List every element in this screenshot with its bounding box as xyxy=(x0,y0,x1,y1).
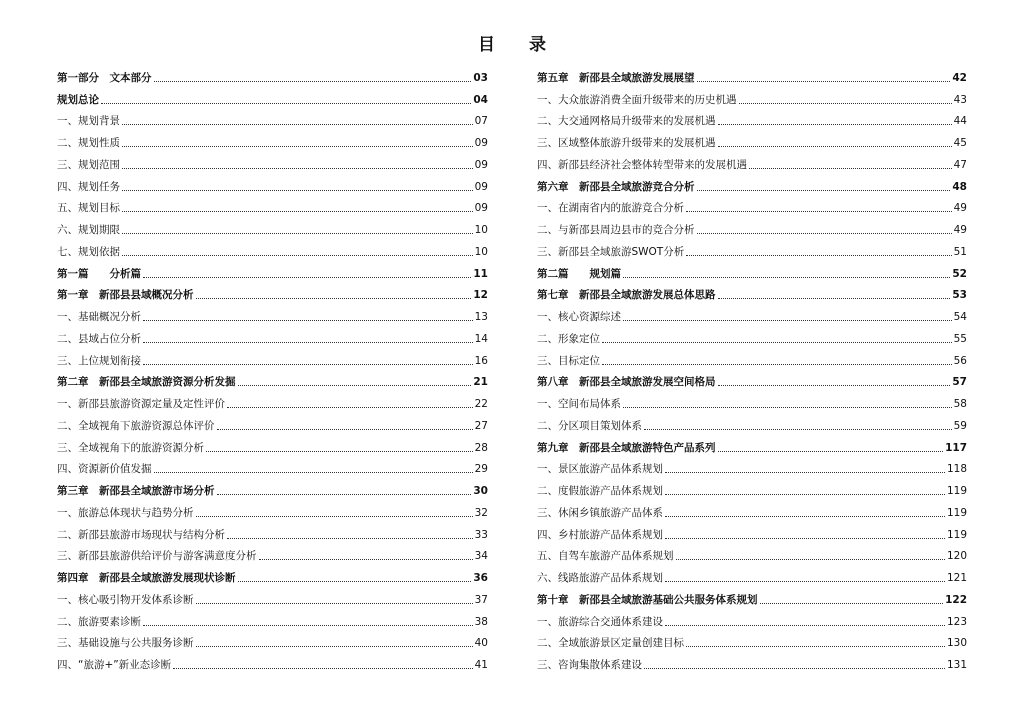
toc-entry-label: 三、全域视角下的旅游资源分析 xyxy=(57,441,204,454)
dot-leader xyxy=(665,624,945,626)
toc-entry-page-number: 03 xyxy=(473,71,488,84)
dot-leader xyxy=(259,558,473,560)
toc-entry[interactable] xyxy=(57,389,488,411)
dot-leader xyxy=(665,471,945,473)
toc-heading-entry[interactable] xyxy=(57,259,488,281)
toc-entry-label: 一、核心吸引物开发体系诊断 xyxy=(57,593,194,606)
dot-leader xyxy=(196,515,473,517)
toc-entry[interactable] xyxy=(57,150,488,172)
toc-entry[interactable] xyxy=(537,194,967,216)
toc-entry-page-number: 43 xyxy=(953,93,967,106)
toc-entry-page-number: 07 xyxy=(474,115,488,128)
toc-heading-entry[interactable] xyxy=(57,476,488,498)
toc-entry[interactable] xyxy=(57,542,488,564)
toc-entry[interactable] xyxy=(57,411,488,433)
toc-heading-entry[interactable] xyxy=(537,368,967,390)
toc-entry[interactable] xyxy=(537,498,967,520)
toc-entry[interactable] xyxy=(537,85,967,107)
toc-heading-entry[interactable] xyxy=(57,368,488,390)
dot-leader xyxy=(686,645,945,647)
toc-entry[interactable] xyxy=(537,237,967,259)
toc-entry-label: 第四章 新邵县全域旅游发展现状诊断 xyxy=(57,572,236,584)
toc-entry-page-number: 131 xyxy=(946,659,967,671)
dot-leader xyxy=(623,406,952,408)
toc-entry-page-number: 123 xyxy=(946,615,967,628)
dot-leader xyxy=(122,145,473,147)
toc-entry-page-number: 48 xyxy=(952,180,967,193)
dot-leader xyxy=(196,297,472,299)
toc-entry[interactable] xyxy=(537,563,967,585)
dot-leader xyxy=(122,167,473,169)
toc-entry-page-number: 56 xyxy=(953,354,967,367)
toc-entry[interactable] xyxy=(537,455,967,477)
toc-entry[interactable] xyxy=(537,607,967,629)
toc-entry-page-number: 52 xyxy=(952,267,967,280)
toc-entry-page-number: 22 xyxy=(474,398,488,410)
toc-entry-label: 二、大交通网格局升级带来的发展机遇 xyxy=(537,115,716,128)
toc-entry-label: 第一篇 分析篇 xyxy=(57,267,141,280)
toc-entry-label: 一、旅游综合交通体系建设 xyxy=(537,615,663,628)
toc-entry[interactable] xyxy=(537,389,967,411)
toc-entry-page-number: 121 xyxy=(946,572,967,584)
dot-leader xyxy=(697,80,951,82)
dot-leader xyxy=(644,667,945,669)
toc-entry-label: 四、“旅游+”新业态诊断 xyxy=(57,659,172,671)
toc-entry-page-number: 119 xyxy=(946,506,967,519)
toc-entry-page-number: 54 xyxy=(953,311,967,323)
toc-entry[interactable] xyxy=(57,433,488,455)
toc-entry-page-number: 117 xyxy=(945,441,967,454)
toc-entry[interactable] xyxy=(57,629,488,651)
toc-entry[interactable] xyxy=(57,215,488,237)
toc-entry-label: 一、景区旅游产品体系规划 xyxy=(537,463,663,476)
dot-leader xyxy=(154,471,473,473)
toc-entry-label: 三、咨询集散体系建设 xyxy=(537,659,642,671)
dot-leader xyxy=(143,624,473,626)
toc-entry-label: 第二章 新邵县全域旅游资源分析发掘 xyxy=(57,376,236,389)
toc-heading-entry[interactable] xyxy=(537,63,967,85)
dot-leader xyxy=(697,232,952,234)
toc-entry-page-number: 27 xyxy=(474,419,488,432)
dot-leader xyxy=(122,189,473,191)
toc-heading-entry[interactable] xyxy=(537,172,967,194)
dot-leader xyxy=(760,602,944,604)
dot-leader xyxy=(749,167,952,169)
toc-entry[interactable] xyxy=(57,520,488,542)
dot-leader xyxy=(143,363,473,365)
toc-entry-label: 第二篇 规划篇 xyxy=(537,267,621,280)
toc-entry-page-number: 30 xyxy=(473,485,488,497)
toc-entry-page-number: 09 xyxy=(474,202,488,215)
toc-entry-page-number: 45 xyxy=(953,137,967,149)
toc-entry-label: 七、规划依据 xyxy=(57,245,120,258)
toc-entry-page-number: 42 xyxy=(952,71,967,84)
toc-heading-entry[interactable] xyxy=(537,585,967,607)
toc-entry-page-number: 58 xyxy=(953,398,967,410)
dot-leader xyxy=(739,102,952,104)
toc-entry-page-number: 21 xyxy=(473,376,488,389)
toc-entry-page-number: 41 xyxy=(474,659,488,671)
dot-leader xyxy=(686,254,951,256)
toc-entry[interactable] xyxy=(57,128,488,150)
toc-entry-page-number: 120 xyxy=(946,550,967,563)
toc-entry[interactable] xyxy=(537,542,967,564)
dot-leader xyxy=(122,254,473,256)
toc-entry-page-number: 57 xyxy=(952,376,967,389)
toc-entry-label: 第十章 新邵县全域旅游基础公共服务体系规划 xyxy=(537,593,758,606)
toc-heading-entry[interactable] xyxy=(537,281,967,303)
toc-entry-page-number: 122 xyxy=(945,593,967,606)
toc-entry-label: 第八章 新邵县全域旅游发展空间格局 xyxy=(537,376,716,389)
toc-left-column xyxy=(57,63,488,672)
dot-leader xyxy=(217,493,472,495)
dot-leader xyxy=(697,189,951,191)
toc-entry[interactable] xyxy=(537,150,967,172)
toc-entry[interactable] xyxy=(537,520,967,542)
toc-entry-label: 二、全域视角下旅游资源总体评价 xyxy=(57,419,215,432)
toc-entry-page-number: 40 xyxy=(474,637,488,650)
toc-entry-page-number: 119 xyxy=(946,528,967,541)
toc-entry[interactable] xyxy=(57,455,488,477)
dot-leader xyxy=(718,297,951,299)
toc-entry-label: 三、休闲乡镇旅游产品体系 xyxy=(537,506,663,519)
toc-entry-page-number: 04 xyxy=(473,93,488,106)
toc-entry[interactable] xyxy=(537,324,967,346)
toc-entry-page-number: 16 xyxy=(474,354,488,367)
toc-entry-page-number: 14 xyxy=(474,332,488,345)
toc-entry-label: 二、旅游要素诊断 xyxy=(57,615,141,628)
dot-leader xyxy=(718,145,952,147)
dot-leader xyxy=(101,102,471,104)
toc-entry[interactable] xyxy=(537,302,967,324)
page-title: 目 录 xyxy=(478,35,560,55)
toc-entry-page-number: 49 xyxy=(953,224,967,236)
toc-entry-label: 二、分区项目策划体系 xyxy=(537,419,642,432)
toc-entry-label: 第六章 新邵县全域旅游竞合分析 xyxy=(537,180,695,193)
dot-leader xyxy=(644,428,952,430)
toc-heading-entry[interactable] xyxy=(57,85,488,107)
toc-heading-entry[interactable] xyxy=(57,281,488,303)
toc-entry[interactable] xyxy=(537,650,967,672)
toc-entry-page-number: 49 xyxy=(953,202,967,215)
toc-entry-label: 五、自驾车旅游产品体系规划 xyxy=(537,550,674,563)
toc-entry-page-number: 55 xyxy=(953,332,967,345)
dot-leader xyxy=(665,515,945,517)
toc-entry-label: 三、新邵县全域旅游SWOT分析 xyxy=(537,245,685,258)
toc-entry-label: 第一章 新邵县县域概况分析 xyxy=(57,289,194,302)
toc-entry-label: 一、新邵县旅游资源定量及定性评价 xyxy=(57,398,225,410)
toc-entry[interactable] xyxy=(537,629,967,651)
dot-leader xyxy=(238,384,472,386)
dot-leader xyxy=(665,537,945,539)
toc-entry-page-number: 09 xyxy=(474,180,488,193)
dot-leader xyxy=(602,341,952,343)
dot-leader xyxy=(122,210,473,212)
toc-entry-page-number: 13 xyxy=(474,311,488,323)
toc-entry[interactable] xyxy=(57,650,488,672)
toc-entry-label: 三、规划范围 xyxy=(57,158,120,171)
toc-entry-label: 第九章 新邵县全域旅游特色产品系列 xyxy=(537,441,716,454)
toc-entry-page-number: 12 xyxy=(473,289,488,302)
dot-leader xyxy=(718,450,944,452)
toc-entry-page-number: 10 xyxy=(474,245,488,258)
toc-entry-label: 四、资源新价值发掘 xyxy=(57,463,152,476)
toc-entry[interactable] xyxy=(57,302,488,324)
toc-entry-page-number: 09 xyxy=(474,158,488,171)
toc-entry-label: 第一部分 文本部分 xyxy=(57,71,152,84)
dot-leader xyxy=(122,232,473,234)
toc-entry-page-number: 37 xyxy=(474,593,488,606)
toc-entry[interactable] xyxy=(57,237,488,259)
dot-leader xyxy=(623,276,950,278)
toc-entry-label: 三、基础设施与公共服务诊断 xyxy=(57,637,194,650)
dot-leader xyxy=(154,80,472,82)
toc-entry-page-number: 11 xyxy=(473,267,488,280)
toc-entry[interactable] xyxy=(537,215,967,237)
toc-entry-label: 四、规划任务 xyxy=(57,180,120,193)
toc-entry-label: 三、目标定位 xyxy=(537,354,600,367)
dot-leader xyxy=(238,580,472,582)
toc-entry[interactable] xyxy=(57,346,488,368)
toc-entry-page-number: 33 xyxy=(474,528,488,541)
toc-entry-page-number: 09 xyxy=(474,137,488,149)
toc-entry-page-number: 34 xyxy=(474,550,488,563)
dot-leader xyxy=(143,319,473,321)
toc-entry-page-number: 47 xyxy=(953,158,967,171)
toc-entry-page-number: 28 xyxy=(474,441,488,454)
dot-leader xyxy=(122,123,473,125)
toc-entry[interactable] xyxy=(57,585,488,607)
toc-entry-label: 二、新邵县旅游市场现状与结构分析 xyxy=(57,528,225,541)
dot-leader xyxy=(676,558,945,560)
toc-entry-page-number: 10 xyxy=(474,224,488,236)
toc-entry-page-number: 44 xyxy=(953,115,967,128)
toc-entry-label: 二、全域旅游景区定量创建目标 xyxy=(537,637,684,650)
dot-leader xyxy=(686,210,952,212)
dot-leader xyxy=(227,537,473,539)
toc-entry-label: 一、在湖南省内的旅游竞合分析 xyxy=(537,202,684,215)
dot-leader xyxy=(206,450,473,452)
toc-entry[interactable] xyxy=(57,498,488,520)
toc-entry[interactable] xyxy=(57,324,488,346)
toc-entry-page-number: 29 xyxy=(474,463,488,476)
toc-entry-label: 二、度假旅游产品体系规划 xyxy=(537,485,663,497)
dot-leader xyxy=(196,645,473,647)
toc-entry-label: 一、核心资源综述 xyxy=(537,311,621,323)
toc-entry-label: 一、规划背景 xyxy=(57,115,120,128)
toc-heading-entry[interactable] xyxy=(57,63,488,85)
toc-heading-entry[interactable] xyxy=(537,433,967,455)
dot-leader xyxy=(196,602,473,604)
toc-entry-label: 二、规划性质 xyxy=(57,137,120,149)
dot-leader xyxy=(602,363,952,365)
toc-entry-label: 第七章 新邵县全域旅游发展总体思路 xyxy=(537,289,716,302)
toc-entry-label: 二、县域占位分析 xyxy=(57,332,141,345)
dot-leader xyxy=(173,667,472,669)
toc-entry-label: 第五章 新邵县全域旅游发展展望 xyxy=(537,71,695,84)
toc-entry-page-number: 59 xyxy=(953,419,967,432)
toc-entry-label: 二、与新邵县周边县市的竞合分析 xyxy=(537,224,695,236)
toc-entry-page-number: 38 xyxy=(474,615,488,628)
toc-entry-label: 四、新邵县经济社会整体转型带来的发展机遇 xyxy=(537,158,747,171)
toc-entry-page-number: 130 xyxy=(946,637,967,650)
toc-entry[interactable] xyxy=(537,128,967,150)
toc-entry[interactable] xyxy=(57,194,488,216)
toc-entry[interactable] xyxy=(57,107,488,129)
dot-leader xyxy=(665,580,945,582)
dot-leader xyxy=(217,428,473,430)
toc-entry-label: 三、区域整体旅游升级带来的发展机遇 xyxy=(537,137,716,149)
dot-leader xyxy=(665,493,945,495)
toc-entry[interactable] xyxy=(537,346,967,368)
toc-heading-entry[interactable] xyxy=(57,563,488,585)
dot-leader xyxy=(623,319,952,321)
toc-entry-label: 第三章 新邵县全域旅游市场分析 xyxy=(57,485,215,497)
toc-entry[interactable] xyxy=(57,607,488,629)
toc-entry-label: 一、大众旅游消费全面升级带来的历史机遇 xyxy=(537,93,737,106)
dot-leader xyxy=(143,276,471,278)
toc-entry-label: 六、线路旅游产品体系规划 xyxy=(537,572,663,584)
toc-entry-label: 三、新邵县旅游供给评价与游客满意度分析 xyxy=(57,550,257,563)
toc-entry-page-number: 53 xyxy=(952,289,967,302)
toc-entry-label: 四、乡村旅游产品体系规划 xyxy=(537,528,663,541)
dot-leader xyxy=(718,384,951,386)
toc-entry-label: 一、旅游总体现状与趋势分析 xyxy=(57,506,194,519)
toc-heading-entry[interactable] xyxy=(537,259,967,281)
toc-entry-label: 五、规划目标 xyxy=(57,202,120,215)
toc-entry-label: 三、上位规划衔接 xyxy=(57,354,141,367)
dot-leader xyxy=(718,123,952,125)
dot-leader xyxy=(143,341,473,343)
dot-leader xyxy=(227,406,473,408)
toc-entry[interactable] xyxy=(57,172,488,194)
toc-entry[interactable] xyxy=(537,411,967,433)
toc-entry-label: 规划总论 xyxy=(57,93,99,106)
toc-entry[interactable] xyxy=(537,107,967,129)
toc-entry-label: 六、规划期限 xyxy=(57,224,120,236)
toc-entry[interactable] xyxy=(537,476,967,498)
toc-entry-page-number: 51 xyxy=(953,245,967,258)
toc-entry-page-number: 36 xyxy=(473,572,488,584)
toc-entry-label: 二、形象定位 xyxy=(537,332,600,345)
toc-entry-label: 一、空间布局体系 xyxy=(537,398,621,410)
toc-entry-page-number: 32 xyxy=(474,506,488,519)
toc-entry-page-number: 119 xyxy=(946,485,967,497)
toc-right-column xyxy=(537,63,967,672)
toc-entry-label: 一、基础概况分析 xyxy=(57,311,141,323)
toc-entry-page-number: 118 xyxy=(946,463,967,476)
